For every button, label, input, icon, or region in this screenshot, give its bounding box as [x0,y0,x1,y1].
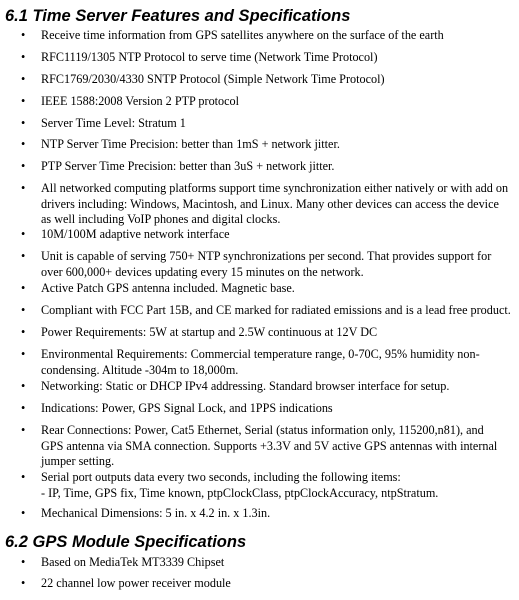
bullet-icon: • [21,470,26,484]
bullet-icon: • [21,50,26,64]
list-item-text: Indications: Power, GPS Signal Lock, and 1PPS indications [41,401,333,415]
list-item-text: 10M/100M adaptive network interface [41,227,230,241]
list-item-text: Networking: Static or DHCP IPv4 addressing. Standard browser interface for setup. [41,379,450,393]
list-item-text: 22 channel low power receiver module [41,576,231,590]
list-item-text: All networked computing platforms support time synchronization either natively or with add on drivers including: Windows, Macintosh, and Linux. Many other devices can access the device as well including VoIP phones and digital clocks. [41,181,509,226]
bullet-icon: • [21,506,26,520]
bullet-icon: • [21,347,26,361]
bullet-icon: • [21,181,26,195]
bullet-icon: • [21,379,26,393]
list-item-text: Receive time information from GPS satellites anywhere on the surface of the earth [41,28,444,42]
bullet-icon: • [21,94,26,108]
bullet-icon: • [21,116,26,130]
bullet-icon: • [21,423,26,437]
list-item-text: Unit is capable of serving 750+ NTP synchronizations per second. That provides support for over 600,000+ devices updating every 15 minutes on the network. [41,249,492,279]
bullet-icon: • [21,72,26,86]
list-item-text: PTP Server Time Precision: better than 3uS + network jitter. [41,159,335,173]
list-item-text: Active Patch GPS antenna included. Magnetic base. [41,281,295,295]
list-item-text: Power Requirements: 5W at startup and 2.5W continuous at 12V DC [41,325,378,339]
bullet-icon: • [21,28,26,42]
list-item-text: NTP Server Time Precision: better than 1mS + network jitter. [41,137,340,151]
section-title-gps-module: 6.2 GPS Module Specifications [5,533,247,551]
list-item-text: Serial port outputs data every two seconds, including the following items: - IP, Time, GPS fix, Time known, ptpClockClass, ptpClockAccuracy, ntpStratum. [41,470,439,500]
list-item-text: Rear Connections: Power, Cat5 Ethernet, Serial (status information only, 115200,n81), and GPS antenna via SMA connection. Supports +3.3V and 5V active GPS antennas with internal jumper setting. [41,423,498,468]
list-item-text: Compliant with FCC Part 15B, and CE marked for radiated emissions and is a lead free product. [41,303,511,317]
bullet-icon: • [21,159,26,173]
list-item-text: Server Time Level: Stratum 1 [41,116,186,130]
bullet-icon: • [21,576,26,590]
list-item-text: Mechanical Dimensions: 5 in. x 4.2 in. x 1.3in. [41,506,271,520]
list-item-text: IEEE 1588:2008 Version 2 PTP protocol [41,94,240,108]
list-item-text: RFC1119/1305 NTP Protocol to serve time (Network Time Protocol) [41,50,378,64]
bullet-icon: • [21,401,26,415]
bullet-icon: • [21,227,26,241]
list-item-text: RFC1769/2030/4330 SNTP Protocol (Simple Network Time Protocol) [41,72,385,86]
list-item-text: Based on MediaTek MT3339 Chipset [41,555,225,569]
bullet-icon: • [21,249,26,263]
bullet-icon: • [21,325,26,339]
bullet-icon: • [21,137,26,151]
list-item-text: Environmental Requirements: Commercial temperature range, 0-70C, 95% humidity non- condensing. Altitude -304m to 18,000m. [41,347,480,377]
bullet-icon: • [21,303,26,317]
section-title-time-server: 6.1 Time Server Features and Specifications [5,7,351,25]
bullet-icon: • [21,555,26,569]
bullet-icon: • [21,281,26,295]
